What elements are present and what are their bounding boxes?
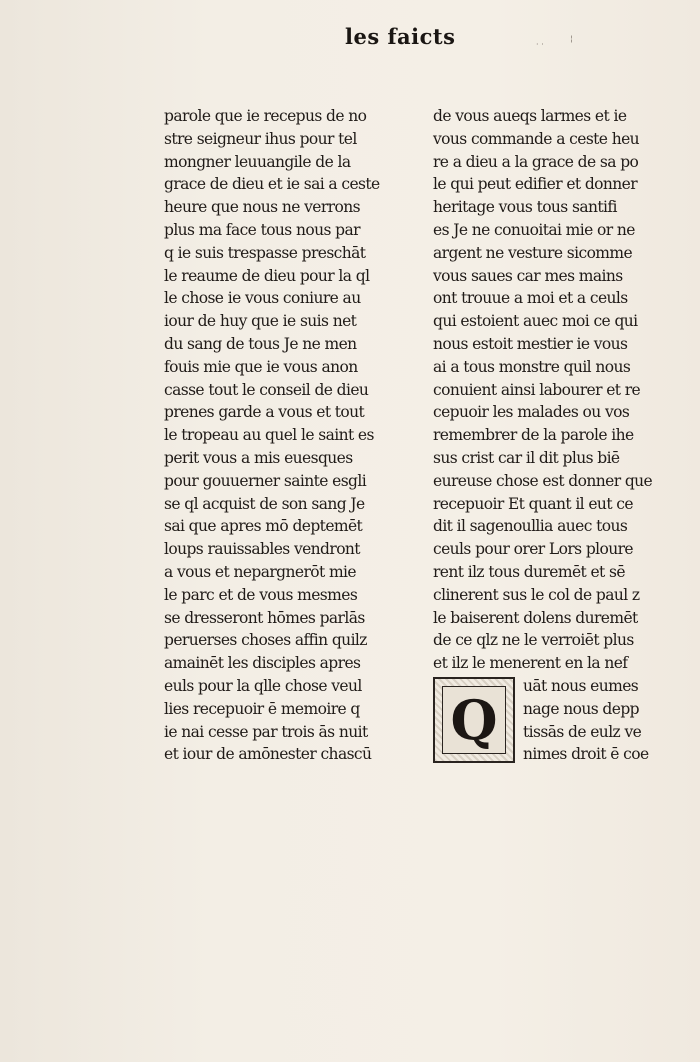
- text-line: vous saues car mes mains: [433, 266, 623, 285]
- text-line: lies recepuoir ē memoire q: [164, 699, 360, 718]
- text-line: q ie suis trespasse preschāt: [164, 243, 366, 262]
- text-line: de ce qlz ne le verroiēt plus: [433, 631, 634, 650]
- text-line: plus ma face tous nous par: [164, 220, 360, 239]
- text-line: de vous aueqs larmes et ie: [433, 107, 627, 125]
- text-line: sai que apres mō deptemēt: [164, 517, 363, 536]
- text-line: uāt nous eumes: [523, 676, 639, 695]
- text-line: cepuoir les malades ou vos: [433, 403, 630, 422]
- text-line: casse tout le conseil de dieu: [164, 380, 369, 399]
- initial-frame: [442, 686, 506, 754]
- text-line: euls pour la qlle chose veul: [164, 676, 362, 695]
- left-column: [164, 105, 389, 766]
- text-line: dit il sagenoullia auec tous: [433, 517, 628, 536]
- decorated-initial: [433, 677, 515, 763]
- text-line: le reaume de dieu pour la ql: [164, 266, 370, 285]
- text-line: es Je ne conuoitai mie or ne: [433, 220, 635, 239]
- text-line: mongner leuuangile de la: [164, 152, 351, 171]
- text-line: le qui peut edifier et donner: [433, 175, 638, 194]
- text-line: ai a tous monstre quil nous: [433, 357, 631, 376]
- text-line: le parc et de vous mesmes: [164, 585, 358, 604]
- text-line: perit vous a mis euesques: [164, 448, 353, 467]
- text-line: fouis mie que ie vous anon: [164, 357, 358, 376]
- text-line: le baiserent dolens duremēt: [433, 608, 638, 627]
- text-line: amainēt les disciples apres: [164, 654, 361, 673]
- text-line: nage nous depp: [523, 699, 639, 718]
- text-line: et ilz le menerent en la nef: [433, 654, 628, 673]
- text-line: stre seigneur ihus pour tel: [164, 129, 357, 148]
- text-line: nimes droit ē coe: [523, 745, 649, 764]
- right-column: [433, 105, 658, 766]
- running-header: les faicts: [345, 24, 456, 49]
- text-line: et iour de amōnester chascū: [164, 745, 372, 764]
- ink-speck: · ·: [536, 40, 544, 49]
- text-line: loups rauissables vendront: [164, 540, 360, 559]
- text-line: conuient ainsi labourer et re: [433, 380, 641, 399]
- text-line: rent ilz tous duremēt et sē: [433, 562, 625, 581]
- text-line: argent ne vesture sicomme: [433, 243, 633, 262]
- text-line: eureuse chose est donner que: [433, 471, 653, 490]
- text-line: grace de dieu et ie sai a ceste: [164, 175, 380, 194]
- text-line: ceuls pour orer Lors ploure: [433, 540, 633, 559]
- text-line: qui estoient auec moi ce qui: [433, 312, 638, 331]
- text-line: se dresseront hōmes parlās: [164, 608, 365, 627]
- text-line: le chose ie vous coniure au: [164, 289, 361, 308]
- text-line: re a dieu a la grace de sa po: [433, 152, 639, 171]
- text-line: nous estoit mestier ie vous: [433, 334, 628, 353]
- text-line: ont trouue a moi et a ceuls: [433, 289, 628, 308]
- text-line: sus crist car il dit plus biē: [433, 448, 620, 467]
- text-line: peruerses choses affin quilz: [164, 631, 367, 650]
- text-line: vous commande a ceste heu: [433, 129, 640, 148]
- text-line: tissās de eulz ve: [523, 722, 642, 741]
- initial-letter: Q: [450, 688, 498, 752]
- text-line: pour gouuerner sainte esgli: [164, 471, 367, 490]
- text-line: remembrer de la parole ihe: [433, 426, 634, 445]
- text-line: heritage vous tous santifi: [433, 198, 617, 217]
- text-line: prenes garde a vous et tout: [164, 403, 365, 422]
- text-line: a vous et nepargnerōt mie: [164, 562, 356, 581]
- text-line: du sang de tous Je ne men: [164, 334, 357, 353]
- ink-speck: ¦: [570, 34, 573, 43]
- text-line: recepuoir Et quant il eut ce: [433, 494, 633, 513]
- text-line: clinerent sus le col de paul z: [433, 585, 640, 604]
- text-line: le tropeau au quel le saint es: [164, 426, 374, 445]
- text-line: parole que ie recepus de no: [164, 107, 367, 125]
- text-line: iour de huy que ie suis net: [164, 312, 357, 331]
- text-line: se ql acquist de son sang Je: [164, 494, 365, 513]
- text-line: ie nai cesse par trois ās nuit: [164, 722, 368, 741]
- text-line: heure que nous ne verrons: [164, 198, 360, 217]
